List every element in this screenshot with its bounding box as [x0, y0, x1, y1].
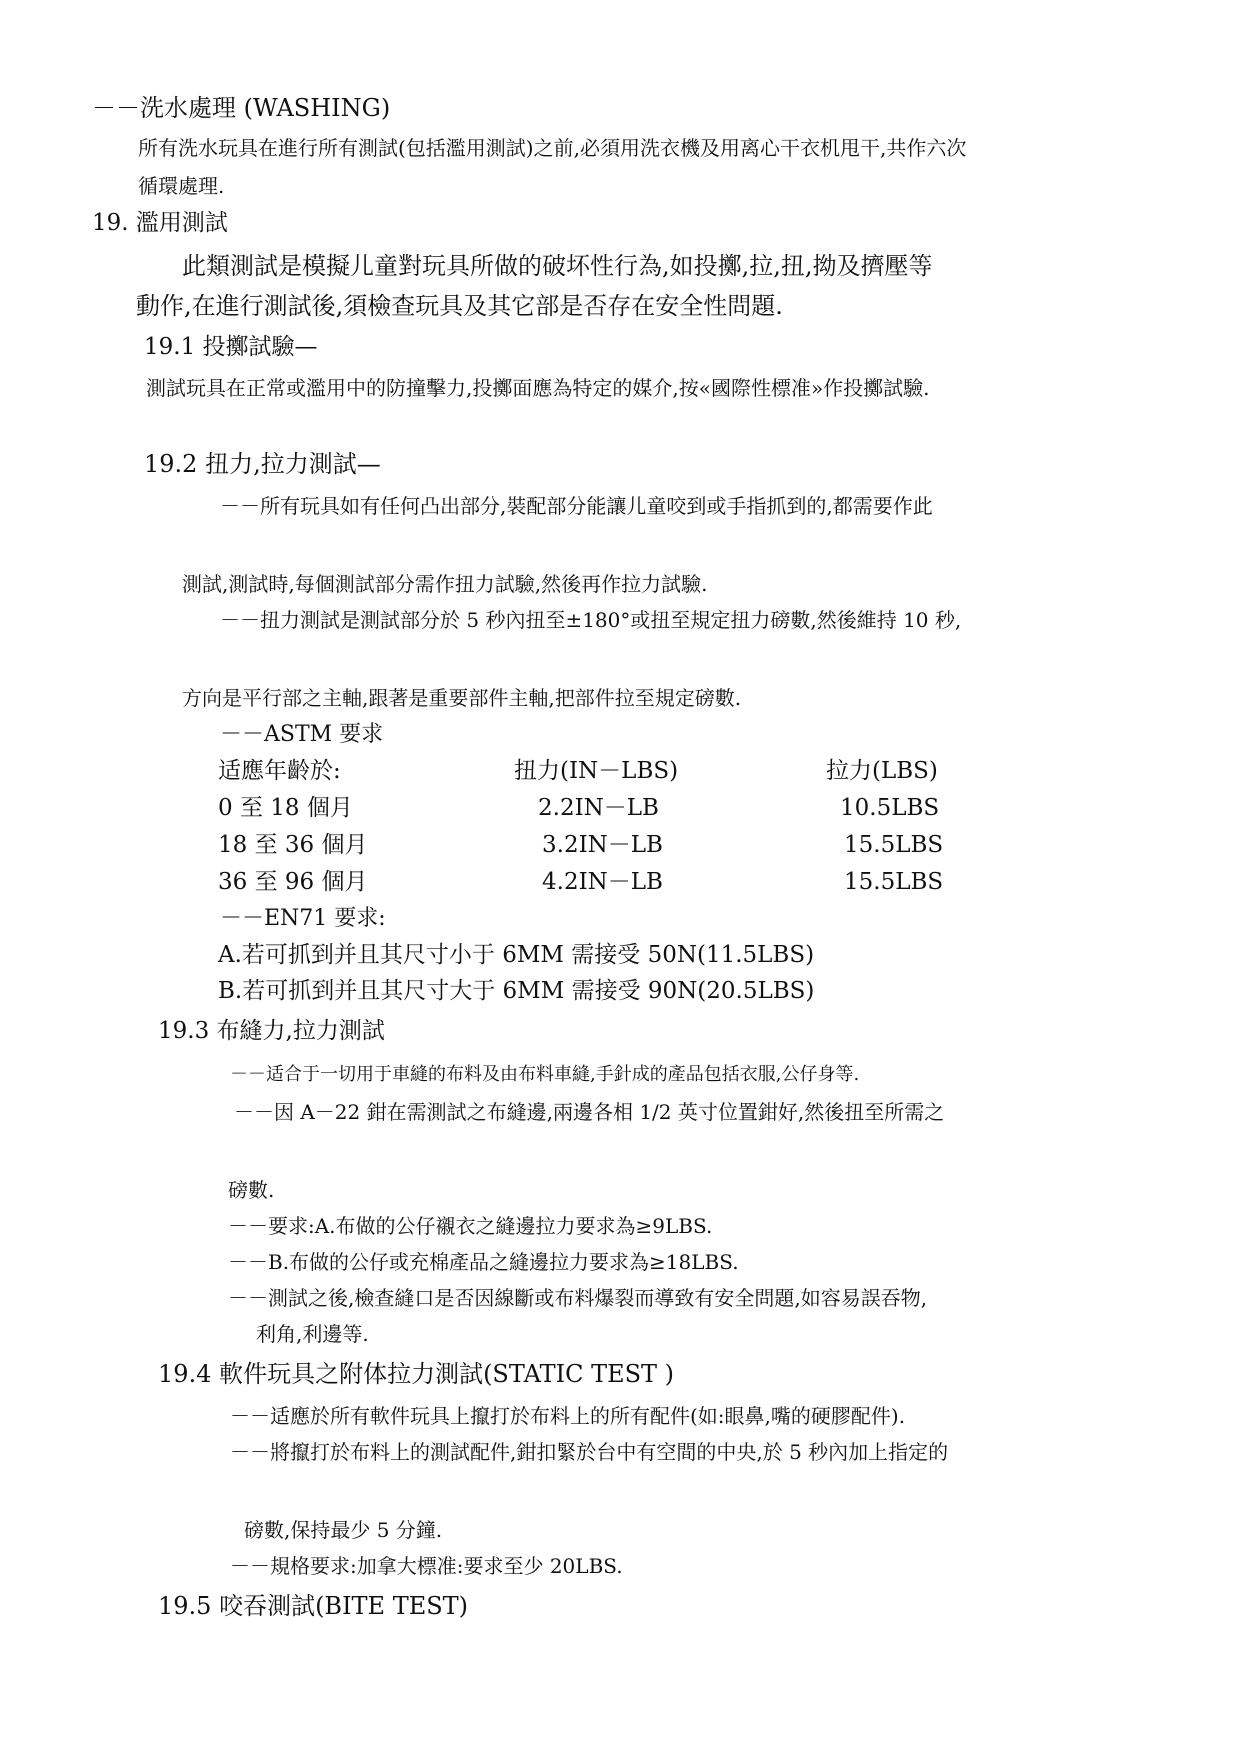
en71-b: B.若可抓到并且其尺寸大于 6MM 需接受 90N(20.5LBS): [218, 978, 815, 1004]
section-19-3-p2-line1: －－因 A－22 鉗在需測試之布縫邊,兩邊各相 1/2 英寸位置鉗好,然後扭至所需之: [234, 1100, 945, 1124]
section-19-intro-line2: 動作,在進行測試後,須檢查玩具及其它部是否存在安全性問題.: [136, 292, 783, 320]
section-19-4-p2-line1: －－將攛打於布料上的測試配件,鉗扣緊於台中有空間的中央,於 5 秒內加上指定的: [230, 1440, 949, 1464]
section-19-2-p1-line1: －－所有玩具如有任何凸出部分,裝配部分能讓儿童咬到或手指抓到的,都需要作此: [220, 494, 933, 518]
section-19-4-p2-line2: 磅數,保持最少 5 分鐘.: [244, 1518, 443, 1542]
section-19-4-p3: －－規格要求:加拿大標准:要求至少 20LBS.: [230, 1554, 623, 1578]
section-19-3-p5-line2: 利角,利邊等.: [256, 1322, 369, 1346]
section-19-3-p4: －－B.布做的公仔或充棉產品之縫邊拉力要求為≥18LBS.: [228, 1250, 739, 1274]
section-19-1-title: 19.1 投擲試驗—: [144, 334, 318, 360]
section-19-3-title: 19.3 布縫力,拉力測試: [158, 1018, 385, 1044]
row-tension: 10.5LBS: [840, 795, 940, 821]
row-torque: 2.2IN－LB: [538, 795, 659, 821]
section-19-4-title: 19.4 軟件玩具之附体拉力測試(STATIC TEST ): [158, 1360, 675, 1388]
row-age: 36 至 96 個月: [218, 869, 368, 895]
washing-title: －－洗水處理 (WASHING): [92, 94, 391, 122]
header-torque: 扭力(IN－LBS): [514, 758, 679, 784]
en71-a: A.若可抓到并且其尺寸小于 6MM 需接受 50N(11.5LBS): [218, 942, 815, 968]
section-19-1-body: 測試玩具在正常或濫用中的防撞擊力,投擲面應為特定的媒介,按«國際性標准»作投擲試驗.: [146, 376, 930, 400]
section-19-intro-line1: 此類測試是模擬儿童對玩具所做的破坏性行為,如投擲,拉,扭,拗及擠壓等: [182, 252, 933, 280]
section-19-4-p1: －－适應於所有軟件玩具上攛打於布料上的所有配件(如:眼鼻,嘴的硬膠配件).: [230, 1404, 906, 1428]
row-age: 18 至 36 個月: [218, 832, 368, 858]
en71-title: －－EN71 要求:: [220, 906, 386, 931]
astm-title: －－ASTM 要求: [220, 722, 384, 747]
section-19-3-p3: －－要求:A.布做的公仔襯衣之縫邊拉力要求為≥9LBS.: [228, 1214, 713, 1238]
row-tension: 15.5LBS: [844, 832, 944, 858]
section-19-2-title: 19.2 扭力,拉力測試—: [144, 450, 381, 478]
section-19-3-p5-line1: －－測試之後,檢查縫口是否因線斷或布料爆裂而導致有安全問題,如容易誤吞物,: [228, 1286, 928, 1310]
washing-body-line1: 所有洗水玩具在進行所有測試(包括濫用測試)之前,必須用洗衣機及用离心干衣机甩干,共作六次: [138, 136, 967, 160]
section-19-3-p1: －－适合于一切用于車縫的布料及由布料車縫,手針成的產品包括衣服,公仔身等.: [230, 1064, 860, 1085]
header-tension: 拉力(LBS): [826, 758, 938, 784]
section-19-3-p2-line2: 磅數.: [228, 1178, 275, 1202]
section-19-5-title: 19.5 咬吞測試(BITE TEST): [158, 1592, 469, 1620]
section-19-title: 19. 濫用測試: [92, 210, 228, 236]
header-age: 适應年齡於:: [218, 758, 341, 784]
astm-table: [218, 760, 1018, 910]
section-19-2-p2-line1: －－扭力測試是測試部分於 5 秒內扭至±180°或扭至規定扭力磅數,然後維持 10 秒,: [220, 608, 962, 632]
row-torque: 3.2IN－LB: [542, 832, 663, 858]
section-19-2-p1-line2: 測試,測試時,每個測試部分需作扭力試驗,然後再作拉力試驗.: [182, 572, 708, 596]
section-19-2-p2-line2: 方向是平行部之主軸,跟著是重要部件主軸,把部件拉至規定磅數.: [182, 686, 742, 710]
row-tension: 15.5LBS: [844, 869, 944, 895]
row-age: 0 至 18 個月: [218, 795, 353, 821]
washing-body-line2: 循環處理.: [138, 174, 225, 198]
row-torque: 4.2IN－LB: [542, 869, 663, 895]
